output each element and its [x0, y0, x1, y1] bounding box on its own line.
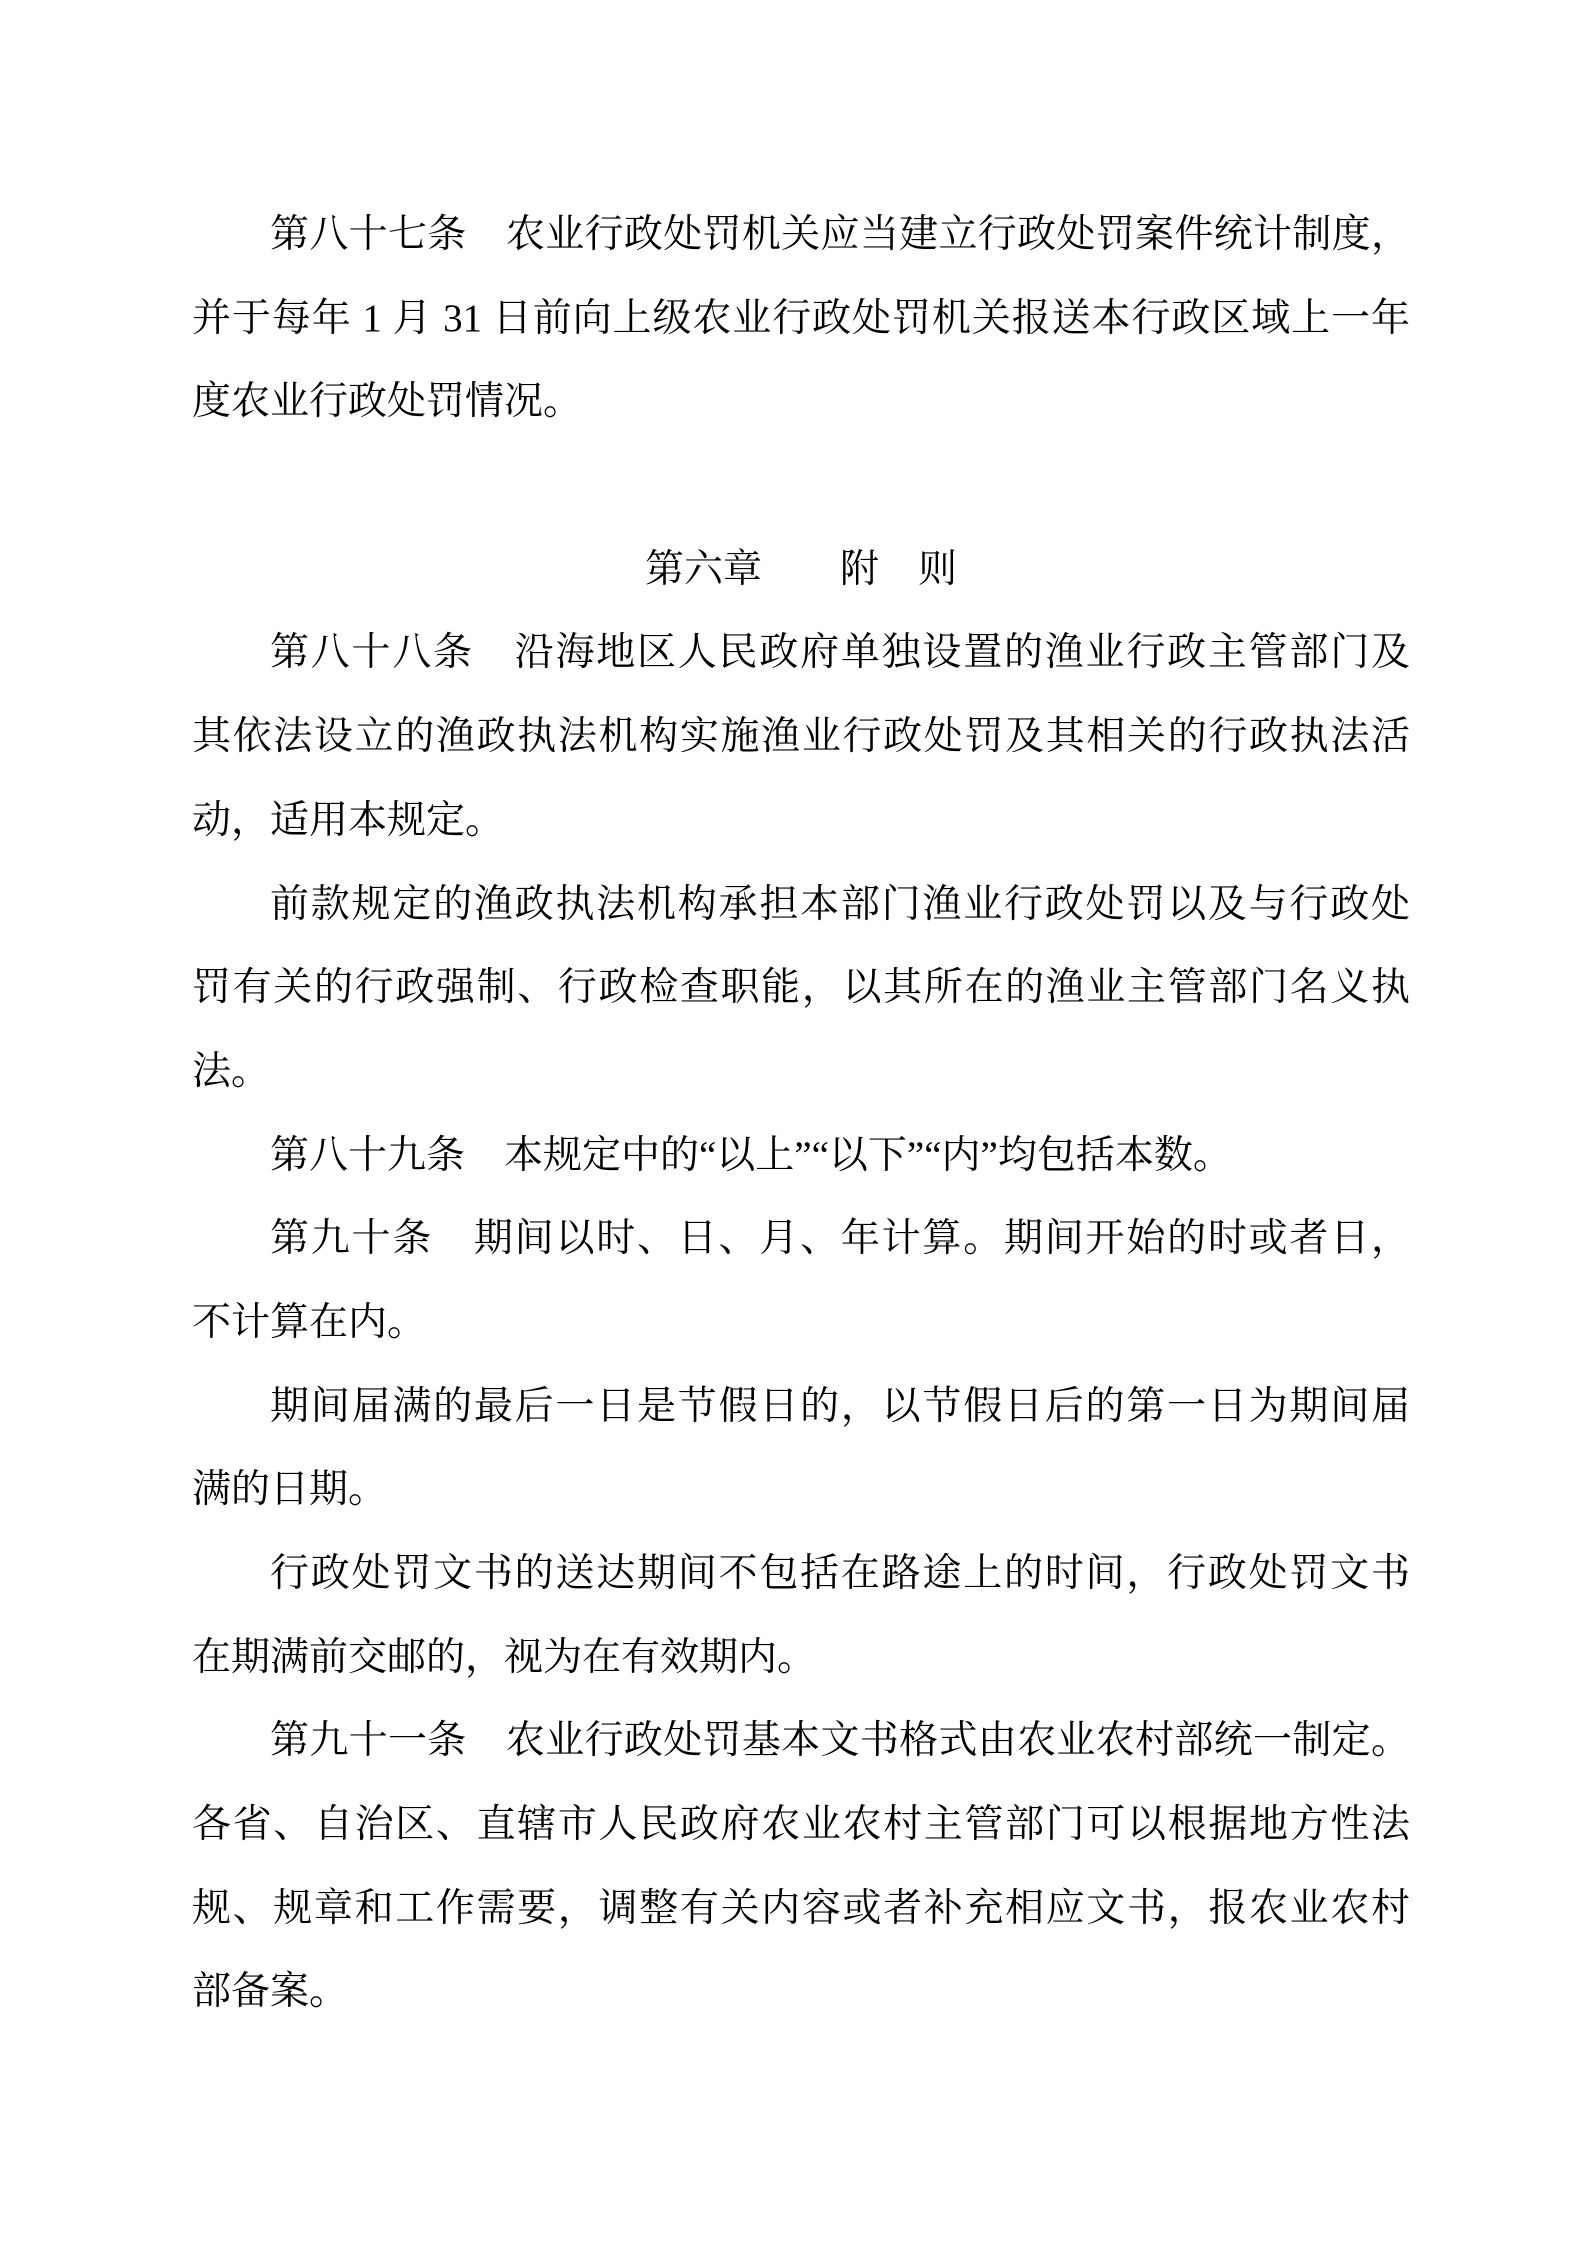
document-body: [192, 193, 1410, 2034]
paragraph-line: 在期满前交邮的，视为在有效期内。: [192, 1635, 817, 1679]
article-89-paragraph: [192, 1114, 1410, 1198]
paragraph-line: 期间届满的最后一日是节假日的，以节假日后的第一日为期间届: [270, 1384, 1410, 1428]
article-90-paragraph: [192, 1197, 1410, 1364]
paragraph-line: 度农业行政处罚情况。: [192, 380, 583, 424]
paragraph-line: 前款规定的渔政执法机构承担本部门渔业行政处罚以及与行政处: [270, 882, 1410, 926]
article-91-paragraph: [192, 1699, 1410, 2034]
article-87-paragraph: [192, 193, 1410, 444]
paragraph-line: 第八十七条 农业行政处罚机关应当建立行政处罚案件统计制度，: [270, 213, 1410, 256]
paragraph-line: 法。: [192, 1049, 271, 1093]
paragraph-line: 满的日期。: [192, 1468, 388, 1512]
article-88-second-paragraph: [192, 863, 1410, 1114]
paragraph-line: 不计算在内。: [192, 1300, 427, 1344]
article-88-paragraph: [192, 611, 1410, 862]
paragraph-line: 第八十九条 本规定中的“以上”“以下”“内”均包括本数。: [270, 1133, 1232, 1177]
paragraph-line: 部备案。: [192, 1970, 349, 2014]
paragraph-line: 并于每年 1 月 31 日前向上级农业行政处罚机关报送本行政区域上一年: [192, 296, 1410, 340]
paragraph-line: 第九十条 期间以时、日、月、年计算。期间开始的时或者日，: [270, 1217, 1410, 1261]
paragraph-line: 动，适用本规定。: [192, 798, 505, 842]
chapter-heading: 第六章 附 则: [644, 547, 957, 591]
paragraph-line: 罚有关的行政强制、行政检查职能，以其所在的渔业主管部门名义执: [192, 966, 1410, 1010]
paragraph-line: 第九十一条 农业行政处罚基本文书格式由农业农村部统一制定。: [270, 1719, 1410, 1763]
paragraph-line: 规、规章和工作需要，调整有关内容或者补充相应文书，报农业农村: [192, 1886, 1410, 1930]
article-90-second-paragraph: [192, 1365, 1410, 1532]
paragraph-line: 行政处罚文书的送达期间不包括在路途上的时间，行政处罚文书: [270, 1552, 1410, 1595]
paragraph-line: 其依法设立的渔政执法机构实施渔业行政处罚及其相关的行政执法活: [192, 715, 1410, 759]
paragraph-line: 第八十八条 沿海地区人民政府单独设置的渔业行政主管部门及: [270, 631, 1410, 675]
article-90-third-paragraph: [192, 1532, 1410, 1699]
paragraph-line: 各省、自治区、直辖市人民政府农业农村主管部门可以根据地方性法: [192, 1803, 1410, 1847]
